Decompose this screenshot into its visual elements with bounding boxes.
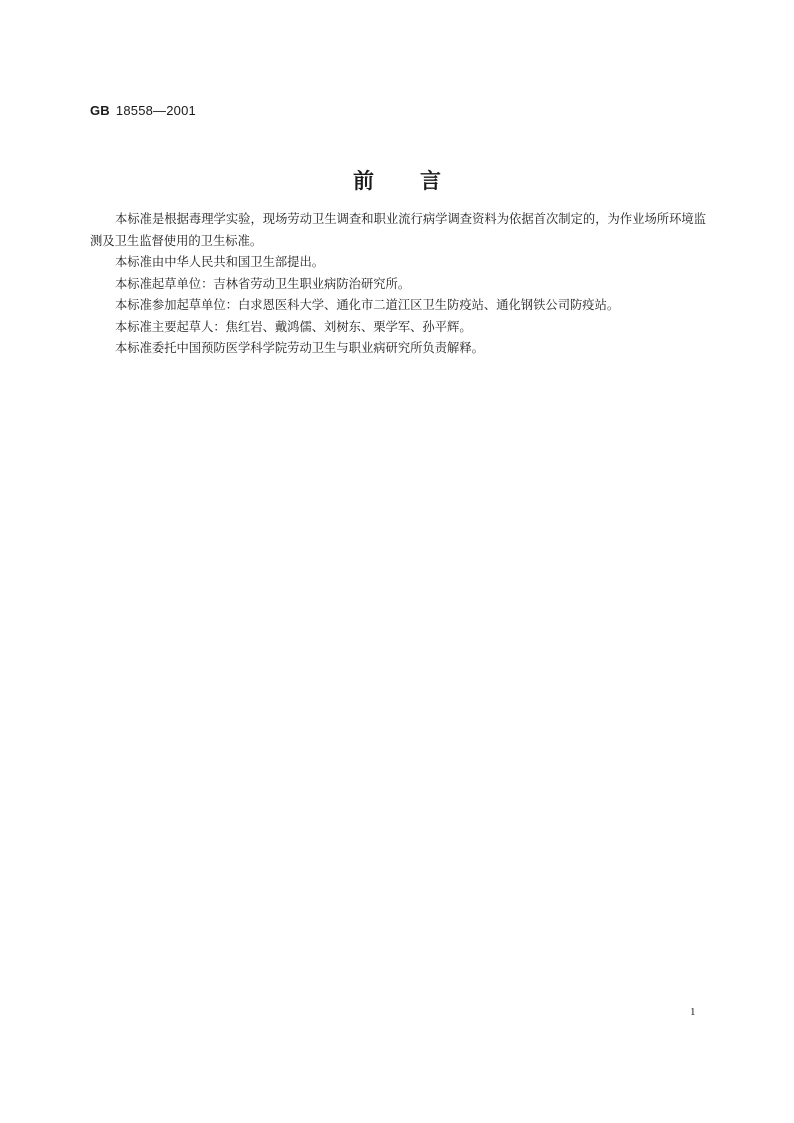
foreword-body (90, 209, 706, 360)
page-number: 1 (690, 1006, 696, 1018)
paragraph-basis: 本标准是根据毒理学实验，现场劳动卫生调查和职业流行病学调查资料为依据首次制定的，为作业场所环境监测及卫生监督使用的卫生标准。 (90, 212, 706, 248)
standard-code (90, 103, 196, 118)
paragraph-drafting-unit: 本标准起草单位：吉林省劳动卫生职业病防治研究所。 (115, 276, 411, 291)
page-title (0, 165, 794, 195)
paragraph-participating-units: 本标准参加起草单位：白求恩医科大学、通化市二道江区卫生防疫站、通化钢铁公司防疫站。 (115, 298, 620, 312)
standard-prefix: GB (90, 103, 110, 118)
paragraph-interpretation: 本标准委托中国预防医学科学院劳动卫生与职业病研究所负责解释。 (115, 341, 484, 355)
standard-number: 18558—2001 (115, 103, 196, 118)
paragraph-drafters: 本标准主要起草人：焦红岩、戴鸿儒、刘树东、栗学军、孙平辉。 (115, 319, 472, 334)
paragraph-proposer: 本标准由中华人民共和国卫生部提出。 (115, 255, 325, 269)
title-char-1: 前 (353, 168, 374, 193)
title-char-2: 言 (420, 168, 441, 193)
